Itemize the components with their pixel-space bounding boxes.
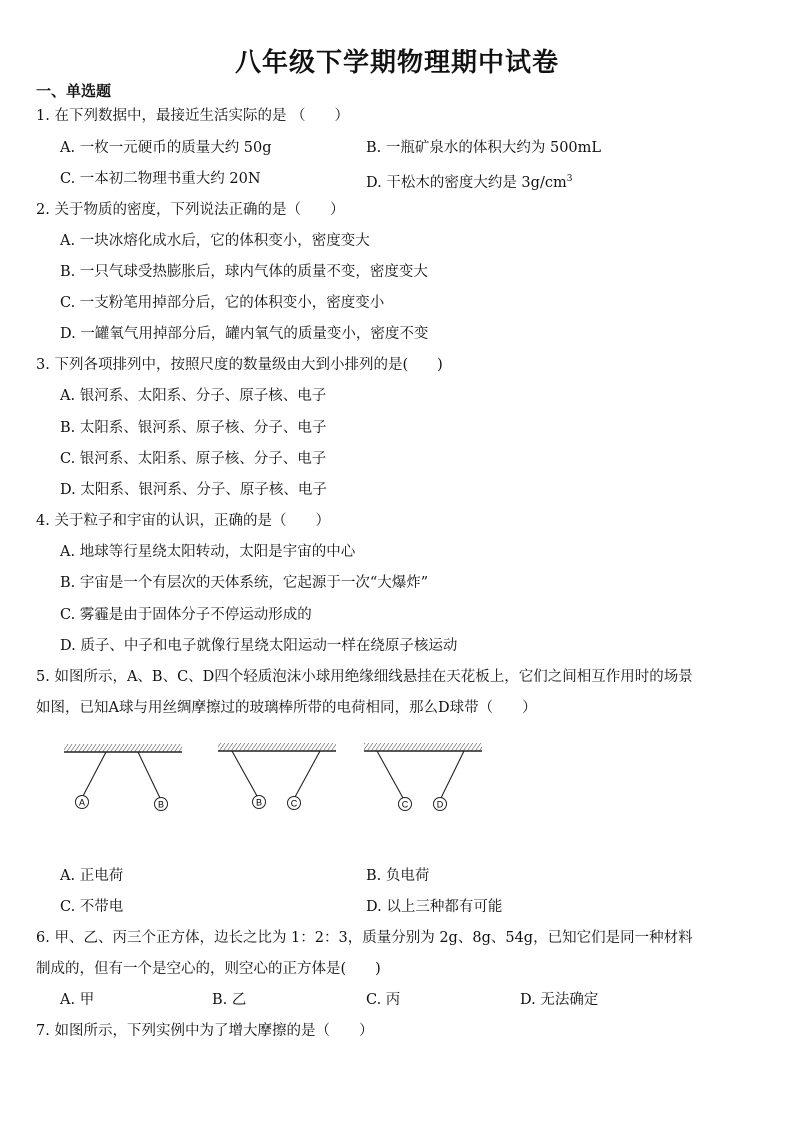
q4-option-c: C. 雾霾是由于固体分子不停运动形成的: [60, 607, 312, 623]
q2-option-a: A. 一块冰熔化成水后，它的体积变小，密度变大: [60, 233, 370, 249]
ball-d-label: D: [436, 799, 444, 810]
ball-c2: [399, 798, 412, 811]
q6-stem-line2: 制成的，但有一个是空心的，则空心的正方体是( ): [36, 961, 381, 977]
ceiling-1: [64, 744, 182, 752]
string-b2: [232, 751, 257, 796]
q4-option-a: A. 地球等行星绕太阳转动，太阳是宇宙的中心: [60, 544, 356, 560]
q3-stem: 3. 下列各项排列中，按照尺度的数量级由大到小排列的是( ): [36, 357, 443, 373]
q1-stem: 1. 在下列数据中，最接近生活实际的是 （ ）: [36, 108, 350, 124]
q4-option-d: D. 质子、中子和电子就像行星绕太阳运动一样在绕原子核运动: [60, 638, 458, 654]
q5-stem-line1: 5. 如图所示，A、B、C、D四个轻质泡沫小球用绝缘细线悬挂在天花板上，它们之间相互作用时的场景: [36, 669, 693, 685]
q6-option-c: C. 丙: [366, 992, 401, 1008]
q5-option-c: C. 不带电: [60, 899, 124, 915]
q4-stem: 4. 关于粒子和宇宙的认识，正确的是（ ）: [36, 513, 330, 529]
q2-option-d: D. 一罐氧气用掉部分后，罐内氧气的质量变小，密度不变: [60, 326, 429, 342]
ceiling-2: [218, 743, 336, 751]
ball-c1-label: C: [290, 798, 298, 809]
q2-option-c: C. 一支粉笔用掉部分后，它的体积变小，密度变小: [60, 295, 385, 311]
ball-b2-label: B: [255, 797, 263, 808]
q2-option-b: B. 一只气球受热膨胀后，球内气体的质量不变，密度变大: [60, 264, 428, 280]
ball-c2-label: C: [401, 799, 409, 810]
q1-option-b: B. 一瓶矿泉水的体积大约为 500mL: [366, 140, 602, 156]
q1-option-a: A. 一枚一元硬币的质量大约 50g: [60, 140, 272, 156]
q3-option-b: B. 太阳系、银河系、原子核、分子、电子: [60, 420, 327, 436]
ball-b1: [155, 798, 168, 811]
q3-option-d: D. 太阳系、银河系、分子、原子核、电子: [60, 482, 327, 498]
ball-a-label: A: [78, 797, 86, 808]
string-c1: [295, 751, 320, 797]
string-c2: [377, 751, 403, 798]
ball-b2: [253, 796, 266, 809]
string-a: [83, 752, 106, 796]
q6-stem-line1: 6. 甲、乙、丙三个正方体，边长之比为 1：2：3，质量分别为 2g、8g、54g，已知它们是同一种材料: [36, 930, 693, 946]
q5-option-d: D. 以上三种都有可能: [366, 899, 503, 915]
ceiling-3: [364, 743, 482, 751]
q5-option-a: A. 正电荷: [60, 868, 124, 884]
ball-a: [76, 796, 89, 809]
page-title: 八年级下学期物理期中试卷: [234, 48, 559, 78]
q1-option-c: C. 一本初二物理书重大约 20N: [60, 171, 261, 187]
section-heading: 一、单选题: [36, 82, 112, 100]
ball-d: [434, 798, 447, 811]
q4-option-b: B. 宇宙是一个有层次的天体系统，它起源于一次“大爆炸”: [60, 575, 429, 591]
q5-option-b: B. 负电荷: [366, 868, 430, 884]
q7-stem: 7. 如图所示，下列实例中为了增大摩擦的是（ ）: [36, 1023, 374, 1039]
q2-stem: 2. 关于物质的密度，下列说法正确的是（ ）: [36, 202, 345, 218]
ball-c1: [288, 797, 301, 810]
string-d: [441, 751, 464, 798]
q6-option-b: B. 乙: [212, 992, 247, 1008]
q6-option-a: A. 甲: [60, 992, 95, 1008]
q5-stem-line2: 如图，已知A球与用丝绸摩擦过的玻璃棒所带的电荷相同，那么D球带（ ）: [36, 700, 537, 716]
q3-option-a: A. 银河系、太阳系、分子、原子核、电子: [60, 388, 327, 404]
q6-option-d: D. 无法确定: [520, 992, 599, 1008]
string-b1: [138, 752, 160, 798]
q1-option-d-sup: 3: [566, 174, 573, 184]
ball-b1-label: B: [157, 799, 165, 810]
q1-option-d-text: D. 干松木的密度大约是 3g/cm: [366, 174, 567, 191]
q1-option-d: [366, 169, 572, 193]
q3-option-c: C. 银河系、太阳系、原子核、分子、电子: [60, 451, 327, 467]
q5-figure: [56, 738, 496, 818]
